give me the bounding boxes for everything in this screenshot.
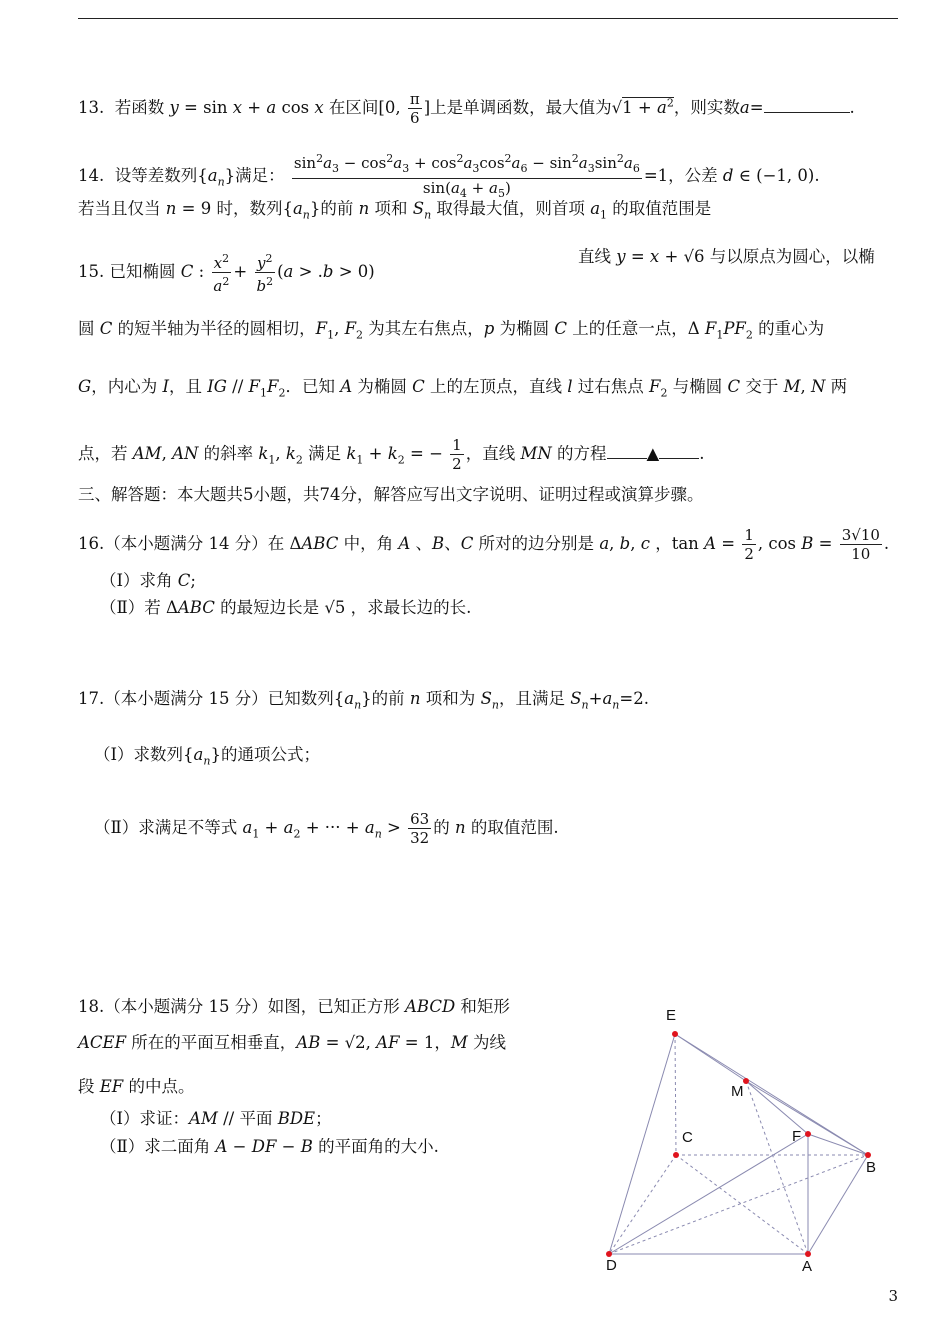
- label-E: E: [666, 1007, 677, 1024]
- edge-DB: [609, 1155, 868, 1254]
- triangle-marker: ▲: [646, 444, 660, 463]
- edge-ED: [609, 1034, 675, 1254]
- edge-AB: [808, 1155, 868, 1254]
- point-F: [805, 1131, 811, 1137]
- question-15-line-1b: 直线 y = x + √6 与以原点为圆心，以椭: [578, 247, 875, 266]
- label-F: F: [792, 1128, 802, 1145]
- question-15-line-4: 点，若 AM, AN 的斜率 $k_1$, $k_2$ 满足 $k_1 + k_2$ = − $\frac{1}{2}$ ，直线 MN 的方程 ▲ .: [78, 436, 705, 473]
- answer-blank-13[interactable]: [764, 98, 850, 113]
- label-C: C: [682, 1129, 693, 1146]
- header-rule: [78, 18, 898, 19]
- question-15-line-2: 圆 C 的短半轴为半径的圆相切，$F_1$, $F_2$ 为其左右焦点，p 为椭圆 C 上的任意一点，Δ $F_1PF_2$ 的重心为: [78, 319, 825, 342]
- geometry-figure: [595, 1005, 895, 1285]
- edge-CA: [676, 1155, 808, 1254]
- question-17-head: 17.（本小题满分 15 分）已知数列$\{a_n\}$的前 n 项和为 $S_n$，且满足 $S_n+a_n=2$.: [78, 689, 649, 712]
- question-14-line-1: 14. 设等差数列$\{a_n\}$满足： $\frac{\sin^2a_3 - \cos^2a_3 + \cos^2a_3\cos^2a_6 - \sin^2a_3\sin^2a_6}{\sin(a_4 + a_5)}$ =1，公差 d ∈ (−1, 0).: [78, 152, 820, 200]
- question-15-line-3: G，内心为 I，且 IG // $F_1F_2$．已知 A 为椭圆 C 上的左顶点，直线 l 过右焦点 $F_2$ 与椭圆 C 交于 M, N 两: [78, 377, 848, 400]
- page-number: 3: [888, 1287, 898, 1305]
- point-C: [673, 1152, 679, 1158]
- point-M: [743, 1078, 749, 1084]
- question-16-part-1: （Ⅰ）求角 C;: [100, 571, 196, 590]
- question-18-part-1: （Ⅰ）求证：AM // 平面 BDE；: [100, 1109, 332, 1128]
- question-13: 13. 若函数 y = sin x + a cos x 在区间[0, $\frac{\pi}{6}$ ]上是单调函数，最大值为$√1 + a^2$，则实数a= .: [78, 90, 855, 127]
- edge-CD: [609, 1155, 676, 1254]
- question-16-part-2: （Ⅱ）若 ΔABC 的最短边长是 √5 ，求最长边的长.: [100, 598, 472, 617]
- point-A: [805, 1251, 811, 1257]
- question-17-part-2: （Ⅱ）求满足不等式 $a_1 + a_2$ + ··· + $a_n$ > $\frac{63}{32}$ 的 n 的取值范围.: [94, 810, 559, 847]
- edge-FD: [609, 1134, 808, 1254]
- question-18-line-1: 18.（本小题满分 15 分）如图，已知正方形 ABCD 和矩形: [78, 997, 510, 1016]
- edge-MF: [746, 1081, 808, 1134]
- question-17-part-1: （Ⅰ）求数列$\{a_n\}$的通项公式；: [94, 745, 320, 768]
- edge-EM: [675, 1034, 746, 1081]
- point-E: [672, 1031, 678, 1037]
- label-B: B: [866, 1159, 877, 1176]
- question-16-head: 16.（本小题满分 14 分）在 ΔABC 中，角 A 、B、C 所对的边分别是 a, b, c ，tan A = $\frac{1}{2}$ , cos B = $\frac{3√10}{10}$ .: [78, 526, 890, 563]
- figure-svg: [595, 1005, 895, 1285]
- edge-EC: [675, 1034, 676, 1155]
- point-B: [865, 1152, 871, 1158]
- edge-MB: [746, 1081, 868, 1155]
- label-D: D: [606, 1257, 617, 1274]
- edge-EB: [675, 1034, 868, 1155]
- question-18-line-3: 段 EF 的中点。: [78, 1077, 195, 1096]
- answer-blank-15a[interactable]: [607, 444, 647, 459]
- question-18-line-2: ACEF 所在的平面互相垂直，AB = √2, AF = 1，M 为线: [78, 1033, 507, 1052]
- section-3-heading: 三、解答题：本大题共5小题，共74分，解答应写出文字说明、证明过程或演算步骤。: [78, 485, 704, 504]
- question-18-part-2: （Ⅱ）求二面角 A − DF − B 的平面角的大小.: [100, 1137, 439, 1156]
- answer-blank-15b[interactable]: [659, 444, 699, 459]
- question-14-line-2: 若当且仅当 n = 9 时，数列$\{a_n\}$的前 n 项和 $S_n$ 取得最大值，则首项 $a_1$ 的取值范围是: [78, 199, 712, 222]
- label-A: A: [802, 1258, 813, 1275]
- question-15-line-1: 15. 已知椭圆 C : $\frac{x^2}{a^2}$ + $\frac{y^2}{b^2}$ (a > .b > 0): [78, 252, 375, 295]
- label-M: M: [731, 1083, 744, 1100]
